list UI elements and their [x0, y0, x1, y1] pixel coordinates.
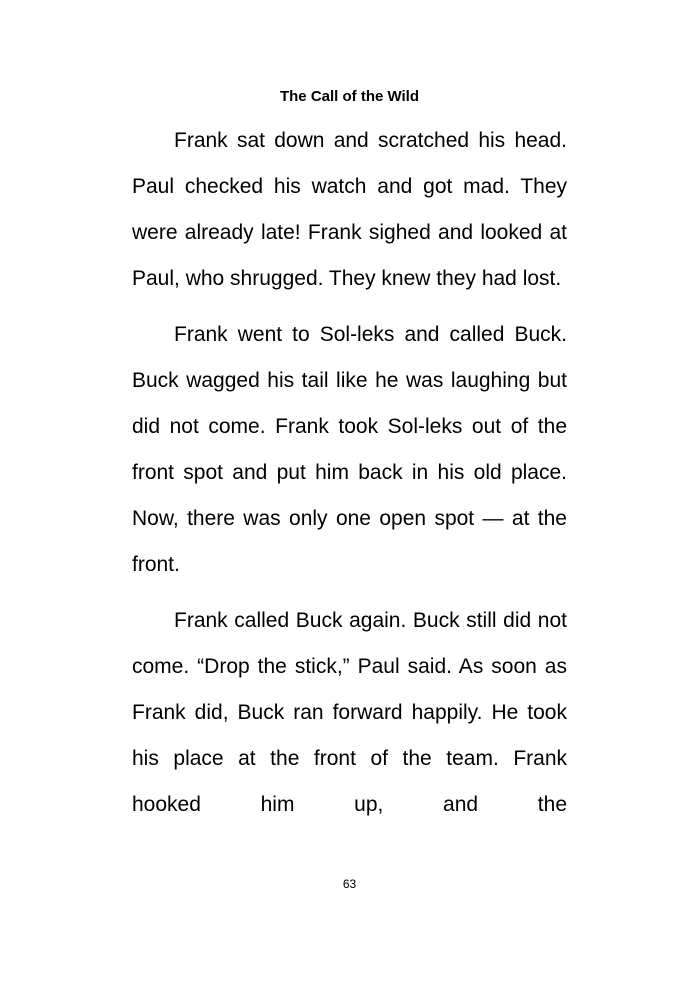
- paragraph: Frank sat down and scratched his head. Paul checked his watch and got mad. They were already late! Frank sighed and looked at Paul, who shrugged. They knew they had lost.: [132, 129, 567, 290]
- page-number: 63: [342, 877, 357, 891]
- body-text: [132, 118, 567, 838]
- running-title: The Call of the Wild: [279, 88, 420, 105]
- paragraph: Frank called Buck again. Buck still did not come. “Drop the stick,” Paul said. As soon as Frank did, Buck ran forward happily. He took his place at the front of the team. Frank hooked him up, and the: [132, 609, 567, 816]
- paragraph: Frank went to Sol-leks and called Buck. Buck wagged his tail like he was laughing but did not come. Frank took Sol-leks out of the front spot and put him back in his old place. Now, there was only one open spot — at the front.: [132, 323, 567, 576]
